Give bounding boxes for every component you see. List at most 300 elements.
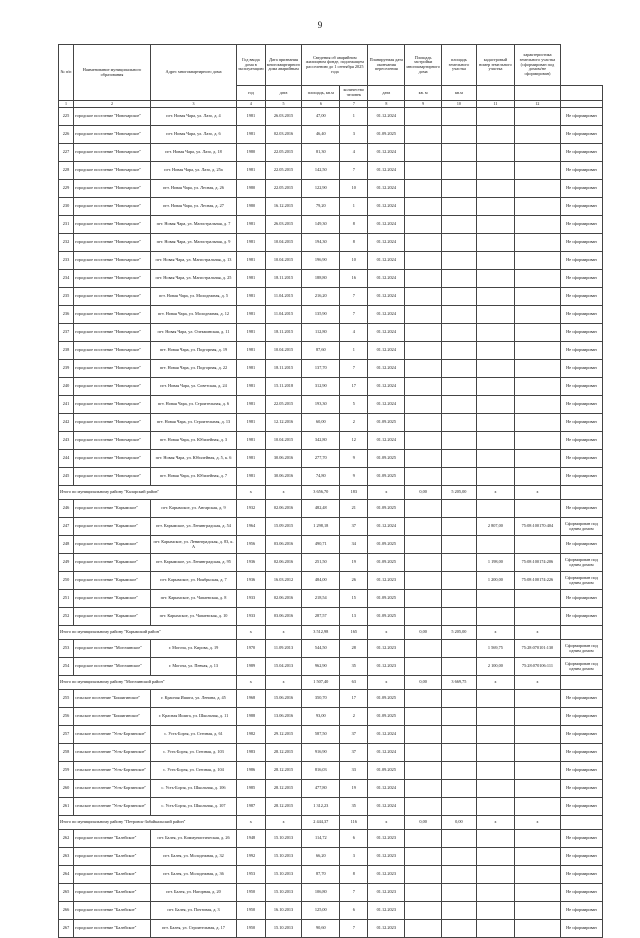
- table-cell: [441, 554, 476, 572]
- table-cell: [476, 830, 514, 848]
- table-cell: [476, 324, 514, 342]
- total-cell: 0,00: [405, 626, 442, 640]
- table-cell: 30.06.2016: [265, 468, 302, 486]
- total-cell: 0,00: [405, 486, 442, 500]
- table-cell: 10.04.2015: [265, 432, 302, 450]
- table-cell: 01.09.2025: [368, 126, 405, 144]
- table-cell: пгт. Карымское, ул. Ленинградская, д. 95: [151, 554, 237, 572]
- table-cell: 15.04.2013: [265, 658, 302, 676]
- table-row: [59, 162, 603, 180]
- total-cell: x: [368, 626, 405, 640]
- table-cell: 3: [340, 126, 368, 144]
- table-cell: [405, 708, 442, 726]
- table-cell: [405, 378, 442, 396]
- table-cell: [514, 590, 560, 608]
- table-cell: [405, 162, 442, 180]
- table-cell: Не сформирован: [560, 450, 602, 468]
- table-cell: Не сформирован: [560, 884, 602, 902]
- table-cell: Не сформирован: [560, 432, 602, 450]
- table-cell: 01.12.2024: [368, 378, 405, 396]
- table-cell: пгт. Новая Чара, ул. Магистральная, д. 7: [151, 216, 237, 234]
- table-cell: [441, 414, 476, 432]
- table-cell: 29.12.2015: [265, 726, 302, 744]
- table-cell: 01.12.2024: [368, 518, 405, 536]
- table-row: [59, 360, 603, 378]
- table-cell: городское поселение "Балейское": [74, 902, 151, 920]
- table-cell: Не сформирован: [560, 500, 602, 518]
- table-cell: [476, 306, 514, 324]
- table-cell: 22.05.2015: [265, 144, 302, 162]
- table-cell: 01.09.2025: [368, 500, 405, 518]
- table-cell: пгт. Балея, ул. Нагорная, д. 20: [151, 884, 237, 902]
- table-cell: 2: [340, 708, 368, 726]
- table-cell: [514, 288, 560, 306]
- table-cell: 75:08:100174:206: [514, 554, 560, 572]
- header-cell: площадь земельного участка: [441, 45, 476, 86]
- table-cell: 01.09.2025: [368, 450, 405, 468]
- table-cell: 1 312,23: [302, 798, 340, 816]
- table-cell: 11.09.2013: [265, 640, 302, 658]
- table-cell: с. Усть-Борзя, ул. Школьная, д. 106: [151, 780, 237, 798]
- total-cell: 0,00: [405, 816, 442, 830]
- table-cell: [476, 468, 514, 486]
- table-row: [59, 798, 603, 816]
- total-cell: 63: [340, 676, 368, 690]
- table-row: [59, 288, 603, 306]
- table-cell: 1988: [237, 708, 266, 726]
- table-cell: [514, 780, 560, 798]
- table-cell: 9: [340, 468, 368, 486]
- table-cell: 15.10.2013: [265, 848, 302, 866]
- table-cell: пгт. Карымское, ул. Ноябрьская, д. 7: [151, 572, 237, 590]
- table-cell: пгт. Новая Чара, ул. Магистральная, д. 25: [151, 270, 237, 288]
- table-cell: городское поселение "Балейское": [74, 830, 151, 848]
- total-cell: x: [265, 676, 302, 690]
- table-cell: [514, 180, 560, 198]
- table-cell: 28.12.2015: [265, 762, 302, 780]
- table-cell: 2 807,00: [476, 518, 514, 536]
- table-cell: 7: [340, 162, 368, 180]
- table-cell: 8: [340, 866, 368, 884]
- table-cell: городское поселение "Могочинское": [74, 658, 151, 676]
- table-cell: Не сформирован: [560, 920, 602, 938]
- table-cell: [441, 108, 476, 126]
- table-cell: 1981: [237, 342, 266, 360]
- table-cell: 1: [340, 108, 368, 126]
- table-cell: 10: [340, 180, 368, 198]
- table-cell: 239: [59, 360, 74, 378]
- total-cell: x: [514, 626, 560, 640]
- table-cell: 262: [59, 830, 74, 848]
- table-cell: пгт. Новая Чара, ул. Юбилейная, д. 5, к. 6: [151, 450, 237, 468]
- table-cell: 256: [59, 708, 74, 726]
- table-cell: [405, 762, 442, 780]
- table-cell: Не сформирован: [560, 608, 602, 626]
- table-cell: [476, 270, 514, 288]
- table-cell: [405, 572, 442, 590]
- table-cell: 114,72: [302, 830, 340, 848]
- table-cell: сельское поселение "Усть-Борзинское": [74, 744, 151, 762]
- total-cell: 5 205,00: [441, 626, 476, 640]
- table-cell: [476, 848, 514, 866]
- table-body: [59, 108, 603, 938]
- table-cell: 34: [340, 536, 368, 554]
- table-cell: [441, 848, 476, 866]
- table-cell: 235: [59, 288, 74, 306]
- table-cell: 252: [59, 608, 74, 626]
- table-row: [59, 126, 603, 144]
- table-cell: [514, 252, 560, 270]
- table-cell: пгт. Новая Чара, ул. Олекминская, д. 11: [151, 324, 237, 342]
- table-cell: 01.12.2023: [368, 866, 405, 884]
- housing-table: [58, 44, 603, 938]
- table-cell: [514, 306, 560, 324]
- table-cell: [476, 108, 514, 126]
- table-cell: Не сформирован: [560, 234, 602, 252]
- table-cell: городское поселение "Новочарское": [74, 324, 151, 342]
- table-cell: 11.04.2015: [265, 288, 302, 306]
- table-row: [59, 414, 603, 432]
- table-cell: 226: [59, 126, 74, 144]
- table-row: [59, 902, 603, 920]
- table-cell: 01.12.2023: [368, 920, 405, 938]
- total-cell: [560, 816, 602, 830]
- table-cell: [405, 432, 442, 450]
- table-cell: 1986: [237, 762, 266, 780]
- table-cell: 106,80: [302, 884, 340, 902]
- table-cell: Не сформирован: [560, 414, 602, 432]
- table-cell: Не сформирован: [560, 762, 602, 780]
- table-cell: [514, 378, 560, 396]
- table-cell: 1980: [237, 180, 266, 198]
- column-number: 2: [74, 101, 151, 108]
- table-cell: городское поселение "Новочарское": [74, 306, 151, 324]
- header-cell: Сведения об аварийном жилищном фонде, подлежащем расселению до 1 сентября 2025 года: [302, 45, 368, 86]
- table-cell: [476, 884, 514, 902]
- table-cell: городское поселение "Новочарское": [74, 432, 151, 450]
- table-cell: 01.09.2025: [368, 536, 405, 554]
- table-cell: пгт. Новая Чара, ул. Лазо, д. 4: [151, 108, 237, 126]
- total-cell: x: [514, 816, 560, 830]
- table-cell: 1936: [237, 572, 266, 590]
- table-cell: 75:08:100170:404: [514, 518, 560, 536]
- table-cell: [441, 590, 476, 608]
- table-cell: 1981: [237, 216, 266, 234]
- table-cell: 74,80: [302, 468, 340, 486]
- table-cell: [476, 162, 514, 180]
- table-cell: [441, 690, 476, 708]
- table-cell: городское поселение "Балейское": [74, 848, 151, 866]
- column-number: 5: [265, 101, 302, 108]
- table-cell: 18.11.2015: [265, 270, 302, 288]
- table-cell: 01.12.2024: [368, 726, 405, 744]
- table-cell: Не сформирован: [560, 866, 602, 884]
- table-cell: [476, 288, 514, 306]
- table-cell: 484,00: [302, 572, 340, 590]
- table-cell: [476, 414, 514, 432]
- table-row: [59, 590, 603, 608]
- total-cell: x: [476, 626, 514, 640]
- table-cell: 225: [59, 108, 74, 126]
- table-cell: [441, 324, 476, 342]
- table-cell: Не сформирован: [560, 690, 602, 708]
- table-cell: 1981: [237, 234, 266, 252]
- table-cell: 816,03: [302, 762, 340, 780]
- table-row: [59, 324, 603, 342]
- table-cell: [441, 762, 476, 780]
- table-cell: [441, 288, 476, 306]
- table-cell: городское поселение "Новочарское": [74, 360, 151, 378]
- table-cell: пгт. Новая Чара, ул. Юбилейная, д. 3: [151, 432, 237, 450]
- table-cell: [476, 396, 514, 414]
- table-cell: городское поселение "Новочарское": [74, 342, 151, 360]
- table-cell: 8: [340, 234, 368, 252]
- table-cell: 238: [59, 342, 74, 360]
- table-cell: 1933: [237, 608, 266, 626]
- table-cell: 15.10.2013: [265, 830, 302, 848]
- total-label: Итого по муниципальному району "Каларский район": [59, 486, 237, 500]
- table-cell: 01.12.2024: [368, 288, 405, 306]
- table-cell: [514, 920, 560, 938]
- table-cell: 2: [340, 414, 368, 432]
- total-row: [59, 486, 603, 500]
- table-cell: 87,70: [302, 866, 340, 884]
- table-cell: 19: [340, 554, 368, 572]
- column-number: 7: [340, 101, 368, 108]
- table-cell: городское поселение "Новочарское": [74, 216, 151, 234]
- table-row: [59, 744, 603, 762]
- table-cell: 1987: [237, 798, 266, 816]
- table-cell: 37: [340, 726, 368, 744]
- table-cell: 79,20: [302, 198, 340, 216]
- table-cell: 194,30: [302, 234, 340, 252]
- table-cell: [405, 216, 442, 234]
- unit-cell: количество человек: [340, 86, 368, 101]
- table-cell: 7: [340, 920, 368, 938]
- table-cell: Не сформирован: [560, 848, 602, 866]
- table-cell: 60,00: [302, 414, 340, 432]
- total-cell: x: [476, 676, 514, 690]
- table-cell: [441, 450, 476, 468]
- table-cell: 1932: [237, 500, 266, 518]
- table-cell: 01.12.2024: [368, 780, 405, 798]
- unit-cell: кв.м: [441, 86, 476, 101]
- table-cell: 01.12.2024: [368, 234, 405, 252]
- table-cell: 9: [340, 450, 368, 468]
- table-row: [59, 500, 603, 518]
- table-cell: 01.09.2025: [368, 554, 405, 572]
- table-cell: 4: [340, 144, 368, 162]
- table-cell: [405, 306, 442, 324]
- table-cell: 248: [59, 536, 74, 554]
- table-cell: 244: [59, 450, 74, 468]
- table-cell: [514, 500, 560, 518]
- table-cell: городское поселение "Новочарское": [74, 126, 151, 144]
- table-cell: 7: [340, 884, 368, 902]
- table-cell: 230: [59, 198, 74, 216]
- table-cell: пгт. Новая Чара, ул. Молодежная, д. 12: [151, 306, 237, 324]
- table-cell: 15.10.2013: [265, 866, 302, 884]
- header-cell: кадастровый номер земельного участка: [476, 45, 514, 86]
- table-cell: 254: [59, 658, 74, 676]
- table-row: [59, 708, 603, 726]
- table-cell: с. Усть-Борзя, ул. Степная, д. 104: [151, 762, 237, 780]
- unit-cell: площадь, кв.м: [302, 86, 340, 101]
- table-cell: 15.09.2015: [265, 518, 302, 536]
- table-cell: 1981: [237, 162, 266, 180]
- total-cell: x: [265, 626, 302, 640]
- table-cell: 8: [340, 216, 368, 234]
- table-cell: 259: [59, 762, 74, 780]
- table-cell: городское поселение "Карымское": [74, 518, 151, 536]
- table-cell: Не сформирован: [560, 342, 602, 360]
- table-cell: 1 569,75: [476, 640, 514, 658]
- table-cell: Не сформирован: [560, 144, 602, 162]
- table-row: [59, 554, 603, 572]
- total-cell: 3 669,75: [441, 676, 476, 690]
- table-cell: 18.11.2015: [265, 324, 302, 342]
- table-cell: 19: [340, 780, 368, 798]
- table-cell: 6: [340, 830, 368, 848]
- table-cell: городское поселение "Новочарское": [74, 198, 151, 216]
- table-cell: с. Усть-Борзя, ул. Степная, д. 61: [151, 726, 237, 744]
- total-cell: 1 507,40: [302, 676, 340, 690]
- table-row: [59, 342, 603, 360]
- table-cell: 01.09.2025: [368, 590, 405, 608]
- table-cell: [441, 640, 476, 658]
- unit-cell: кв. м: [405, 86, 442, 101]
- table-cell: 257: [59, 726, 74, 744]
- table-cell: 01.12.2024: [368, 252, 405, 270]
- table-cell: 232: [59, 234, 74, 252]
- table-cell: [476, 500, 514, 518]
- table-cell: 7: [340, 360, 368, 378]
- unit-cell: [560, 86, 602, 101]
- table-cell: 1981: [237, 468, 266, 486]
- table-cell: 01.12.2023: [368, 830, 405, 848]
- total-cell: 116: [340, 816, 368, 830]
- table-cell: 1950: [237, 920, 266, 938]
- table-row: [59, 306, 603, 324]
- table-cell: 10: [340, 252, 368, 270]
- table-cell: [441, 198, 476, 216]
- table-cell: 87,60: [302, 342, 340, 360]
- total-cell: x: [368, 676, 405, 690]
- table-cell: [441, 708, 476, 726]
- table-cell: [476, 234, 514, 252]
- table-cell: 193,30: [302, 396, 340, 414]
- table-cell: [441, 830, 476, 848]
- table-cell: Не сформирован: [560, 126, 602, 144]
- table-cell: [405, 658, 442, 676]
- table-cell: 6: [340, 902, 368, 920]
- table-cell: городское поселение "Новочарское": [74, 144, 151, 162]
- unit-cell: дата: [265, 86, 302, 101]
- table-cell: 142,50: [302, 162, 340, 180]
- table-cell: [405, 396, 442, 414]
- table-cell: 260: [59, 780, 74, 798]
- table-row: [59, 450, 603, 468]
- table-cell: 350,70: [302, 690, 340, 708]
- table-cell: Сформирован под одним домом: [560, 658, 602, 676]
- table-cell: г. Красная Ишига, ул. Ленина, д. 45: [151, 690, 237, 708]
- table-cell: [441, 360, 476, 378]
- table-cell: г. Могоча, ул. Кирова, д. 19: [151, 640, 237, 658]
- total-cell: x: [514, 676, 560, 690]
- table-cell: 1981: [237, 306, 266, 324]
- table-row: [59, 726, 603, 744]
- table-cell: 01.12.2023: [368, 884, 405, 902]
- table-cell: 228: [59, 162, 74, 180]
- table-cell: 01.12.2024: [368, 180, 405, 198]
- table-cell: 1968: [237, 690, 266, 708]
- table-cell: 250: [59, 572, 74, 590]
- table-cell: [514, 414, 560, 432]
- table-cell: пгт. Карымское, ул. Ленинградская, д. 83, к. А: [151, 536, 237, 554]
- table-cell: [405, 198, 442, 216]
- table-cell: [441, 920, 476, 938]
- table-cell: [476, 690, 514, 708]
- table-cell: 01.09.2025: [368, 708, 405, 726]
- table-cell: [405, 144, 442, 162]
- table-cell: 233: [59, 252, 74, 270]
- table-cell: [441, 866, 476, 884]
- table-cell: [441, 126, 476, 144]
- table-cell: Не сформирован: [560, 744, 602, 762]
- table-cell: 258: [59, 744, 74, 762]
- table-cell: 1992: [237, 848, 266, 866]
- table-cell: 22.05.2015: [265, 180, 302, 198]
- table-cell: Не сформирован: [560, 830, 602, 848]
- table-cell: [441, 518, 476, 536]
- table-cell: 01.12.2023: [368, 572, 405, 590]
- table-cell: 1981: [237, 288, 266, 306]
- table-cell: Не сформирован: [560, 270, 602, 288]
- table-cell: 1933: [237, 590, 266, 608]
- total-row: [59, 626, 603, 640]
- table-cell: [441, 306, 476, 324]
- table-cell: пгт. Новая Чара, ул. Лесная, д. 26: [151, 180, 237, 198]
- page-number: 9: [317, 20, 323, 30]
- table-cell: сельское поселение "Усть-Борзинское": [74, 726, 151, 744]
- table-cell: [405, 902, 442, 920]
- table-cell: 01.12.2024: [368, 744, 405, 762]
- table-cell: [441, 252, 476, 270]
- header-cell: Адрес многоквартирного дома: [151, 45, 237, 101]
- table-cell: [441, 500, 476, 518]
- table-cell: [405, 342, 442, 360]
- table-cell: [476, 866, 514, 884]
- header-cell: № п/п: [59, 45, 74, 101]
- table-cell: 4: [340, 324, 368, 342]
- table-cell: 35: [340, 798, 368, 816]
- table-cell: 01.12.2024: [368, 216, 405, 234]
- table-cell: 01.12.2024: [368, 342, 405, 360]
- table-cell: 15: [340, 590, 368, 608]
- table-cell: 243: [59, 432, 74, 450]
- table-cell: [405, 554, 442, 572]
- total-cell: 5 205,00: [441, 486, 476, 500]
- table-cell: 26.03.2015: [265, 108, 302, 126]
- table-cell: пгт. Новая Чара, ул. Юбилейная, д. 7: [151, 468, 237, 486]
- table-cell: 1936: [237, 554, 266, 572]
- unit-cell: год: [237, 86, 266, 101]
- table-cell: [441, 396, 476, 414]
- table-cell: [514, 108, 560, 126]
- table-cell: 16: [340, 270, 368, 288]
- table-cell: 1981: [237, 378, 266, 396]
- table-cell: городское поселение "Новочарское": [74, 414, 151, 432]
